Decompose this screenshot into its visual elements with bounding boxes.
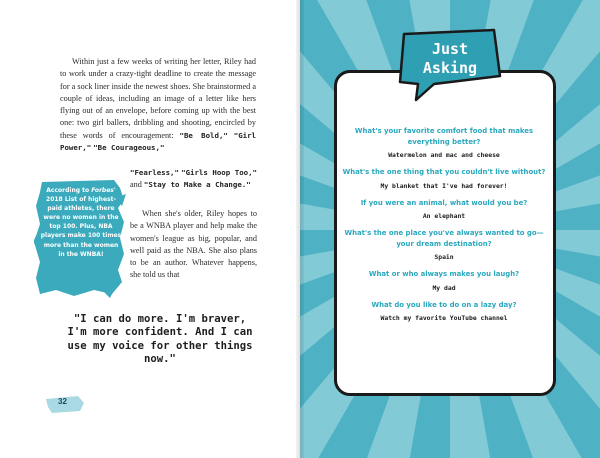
- paragraph-1-text: Within just a few weeks of writing her letter, Riley had to work under a crazy-tight deadline to create the message for a sock liner inside the newest shoes. She brainstormed a couple of ideas, including an image of a letter like hers flying out of an envelope, before coming up with the best one: two girl ballers, dribbling and shooting, encircled by these words of encouragement:: [60, 57, 256, 140]
- page-number: 32: [58, 397, 67, 406]
- hand-word: "Stay to Make a Change.": [143, 180, 251, 190]
- word-and: and: [130, 180, 142, 190]
- forbes-callout: [34, 178, 120, 298]
- question: What's the one thing that you couldn't live without?: [342, 168, 546, 176]
- hand-word: "Be Courageous,": [93, 143, 165, 153]
- question: What's the one place you've always wanted to go—your dream destination?: [344, 229, 544, 248]
- riley-quote: "I can do more. I'm braver, I'm more confident. And I can use my voice for other things now.": [67, 313, 253, 366]
- answer: An elephant: [422, 212, 466, 220]
- hand-word: "Girl Power,": [60, 130, 256, 153]
- question: What or who always makes you laugh?: [368, 270, 520, 278]
- callout-suffix: 2018 List of highest-paid athletes, there were no women in the top 100. Plus, NBA players make 100 times more than the women in the WNBA!: [40, 196, 122, 258]
- question: What's your favorite comfort food that makes everything better?: [354, 127, 534, 146]
- badge-title-line-2: Asking: [422, 59, 478, 77]
- answer: My blanket that I've had forever!: [380, 181, 508, 190]
- callout-prefix: According to: [46, 187, 90, 194]
- hand-word: "Be Bold,": [179, 130, 228, 140]
- hand-word: "Girls Hoop Too,": [181, 168, 257, 177]
- story-paragraph-2: When she's older, Riley hopes to be a WNBA player and help make the women's league as big, popular, and well paid as the NBA. She also plans to be an author. Whatever happens, she told us that: [130, 209, 257, 280]
- qa-list: [338, 126, 550, 330]
- badge-title-line-1: Just: [431, 40, 469, 58]
- right-page: [300, 0, 600, 458]
- story-paragraph-1: [60, 56, 256, 154]
- answer: My dad: [432, 283, 456, 292]
- question: What do you like to do on a lazy day?: [371, 300, 517, 309]
- answer: Watermelon and mac and cheese: [388, 151, 500, 159]
- callout-text: [40, 186, 122, 259]
- book-gutter: [296, 0, 304, 458]
- callout-source: Forbes': [91, 187, 116, 194]
- answer: Spain: [434, 253, 454, 261]
- hand-word: "Fearless,": [130, 168, 179, 177]
- story-paragraph-1-cont: [130, 167, 257, 192]
- just-asking-badge: [394, 26, 506, 106]
- page-number-marker: [44, 393, 86, 415]
- answer: Watch my favorite YouTube channel: [380, 314, 508, 322]
- question: If you were an animal, what would you be?: [360, 198, 528, 207]
